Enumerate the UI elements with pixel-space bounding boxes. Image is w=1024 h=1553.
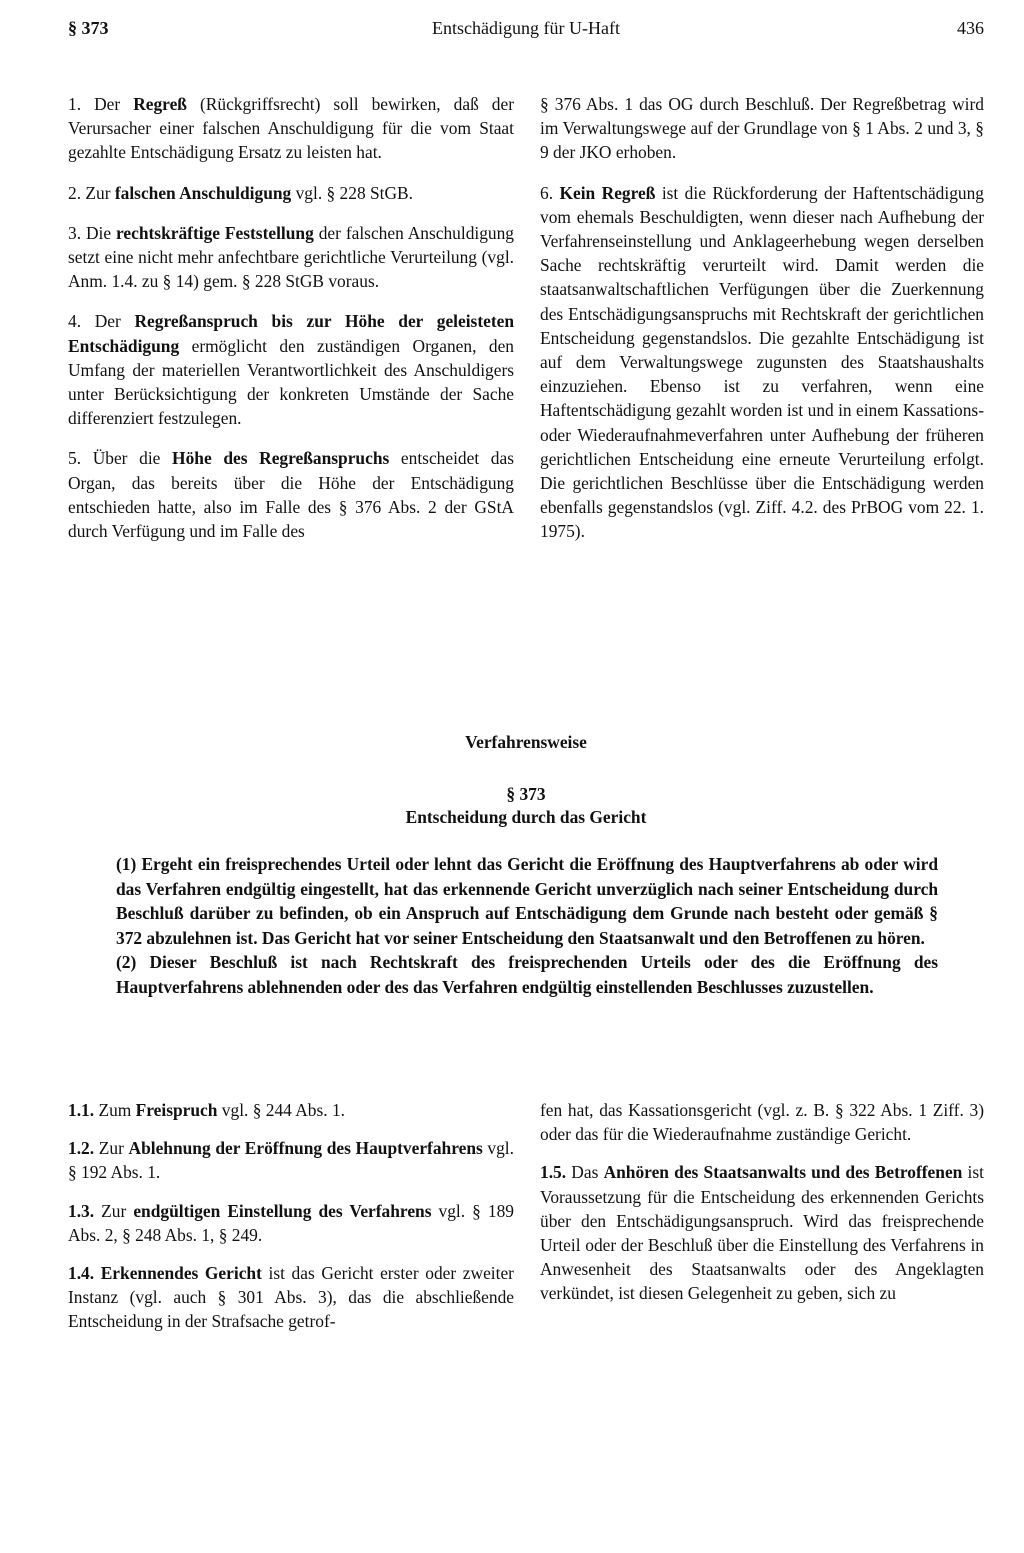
header-section: § 373 — [68, 18, 109, 38]
running-header — [68, 16, 984, 44]
annotation-2: 2. Zur falschen Anschuldigung vgl. § 228 StGB. — [68, 182, 414, 203]
commentary-1-1: 1.1. Zum Freispruch vgl. § 244 Abs. 1. — [68, 1100, 345, 1120]
annotation-1: 1. Der Regreß (Rückgriffsrecht) soll bewirken, daß der Verursacher einer falschen Anschuldigung für die vom Staat gezahlte Entschädigung Ersatz zu leisten hat. — [68, 94, 515, 163]
page-number: 436 — [957, 18, 984, 38]
section-heading: Verfahrensweise — [465, 732, 587, 752]
annotation-5-continued: § 376 Abs. 1 das OG durch Beschluß. Der Regreßbetrag wird im Verwaltungswege auf der Grundlage von § 1 Abs. 2 und 3, § 9 der JKO erhoben. — [540, 94, 984, 163]
commentary-column-left — [68, 1098, 514, 1348]
statute-subsection-1: (1) Ergeht ein freisprechendes Urteil oder lehnt das Gericht die Eröffnung des Hauptverfahrens ab oder wird das Verfahren endgültig eingestellt, hat das erkennende Gericht unverzüglich nach seiner Entscheidung durch Beschluß darüber zu befinden, ob ein Anspruch auf Entschädigung dem Grunde nach besteht oder gemäß § 372 abzulehnen ist. Das Gericht hat vor seiner Entscheidung den Staatsanwalt und den Betroffenen zu hören. — [116, 854, 938, 948]
annotation-5: 5. Über die Höhe des Regreßanspruchs entscheidet das Organ, das bereits über die Höhe der Entschädigung entschieden hatte, also im Falle des § 376 Abs. 2 der GStA durch Verfügung und im Falle des — [68, 448, 514, 542]
commentary-column-right — [540, 1098, 984, 1320]
annotation-4: 4. Der Regreßanspruch bis zur Höhe der geleisteten Entschädigung ermöglicht den zuständigen Organen, den Umfang der materiellen Verantwortlichkeit des Anschuldigers unter Berücksichtigung der konkreten Umstände der Sache differenziert festzulegen. — [68, 311, 515, 429]
commentary-1-4-continued: fen hat, das Kassationsgericht (vgl. z. B. § 322 Abs. 1 Ziff. 3) oder das für die Wiederaufnahme zuständige Gericht. — [540, 1100, 984, 1145]
paragraph-number: § 373 — [506, 784, 546, 804]
commentary-1-3: 1.3. Zur endgültigen Einstellung des Verfahrens vgl. § 189 Abs. 2, § 248 Abs. 1, § 249. — [68, 1200, 514, 1245]
commentary-1-5: 1.5. Das Anhören des Staatsanwalts und des Betroffenen ist Voraussetzung für die Entscheidung des erkennenden Gerichts über den Entschädigungsanspruch. Wird das freisprechende Urteil oder der Beschluß über die Einstellung des Verfahrens in Anwesenheit des Staatsanwalts oder des Angeklagten verkündet, ist diesen Gelegenheit zu geben, sich zu — [540, 1162, 984, 1304]
annotation-3: 3. Die rechtskräftige Feststellung der falschen Anschuldigung setzt eine nicht mehr anfechtbare gerichtliche Verurteilung (vgl. Anm. 1.4. zu § 14) gem. § 228 StGB voraus. — [68, 222, 515, 292]
annotations-column-left — [68, 92, 514, 559]
header-title: Entschädigung für U-Haft — [432, 18, 620, 38]
paragraph-title: Entscheidung durch das Gericht — [405, 807, 647, 827]
annotations-column-right — [540, 92, 984, 560]
statute-subsection-2: (2) Dieser Beschluß ist nach Rechtskraft des freisprechenden Urteils oder des die Eröffnung des Hauptverfahrens ablehnenden oder des das Verfahren endgültig einstellenden Beschlusses zuzustellen. — [116, 952, 938, 997]
commentary-1-2: 1.2. Zur Ablehnung der Eröffnung des Hauptverfahrens vgl. § 192 Abs. 1. — [68, 1138, 514, 1183]
annotation-6: 6. Kein Regreß ist die Rückforderung der Haftentschädigung vom ehemals Beschuldigten, wenn dieser nach Aufhebung der Verfahrenseinstellung und Anklageerhebung wegen derselben Sache rechtskräftig verurteilt wird. Damit werden die staatsanwaltschaftlichen Verfügungen über die Zuerkennung des Entschädigungsanspruchs mit Rechtskraft der gerichtlichen Entscheidung gegenstandslos. Die gezahlte Entschädigung ist auf dem Verwaltungswege zugunsten des Staatshaushalts einzuziehen. Ebenso ist zu verfahren, wenn eine Haftentschädigung gezahlt worden ist und in einem Kassations- oder Wiederaufnahmeverfahren unter Aufhebung der früheren gerichtlichen Entscheidung eine erneute Verurteilung erfolgt. Die gerichtlichen Beschlüsse über die Entschädigung werden ebenfalls gegenstandslos (vgl. Ziff. 4.2. des PrBOG vom 22. 1. 1975). — [540, 182, 984, 542]
commentary-1-4: 1.4. Erkennendes Gericht ist das Gericht erster oder zweiter Instanz (vgl. auch § 301 Abs. 3), das die abschließende Entscheidung in der Strafsache getrof- — [68, 1263, 514, 1332]
statute-text — [116, 852, 938, 1000]
